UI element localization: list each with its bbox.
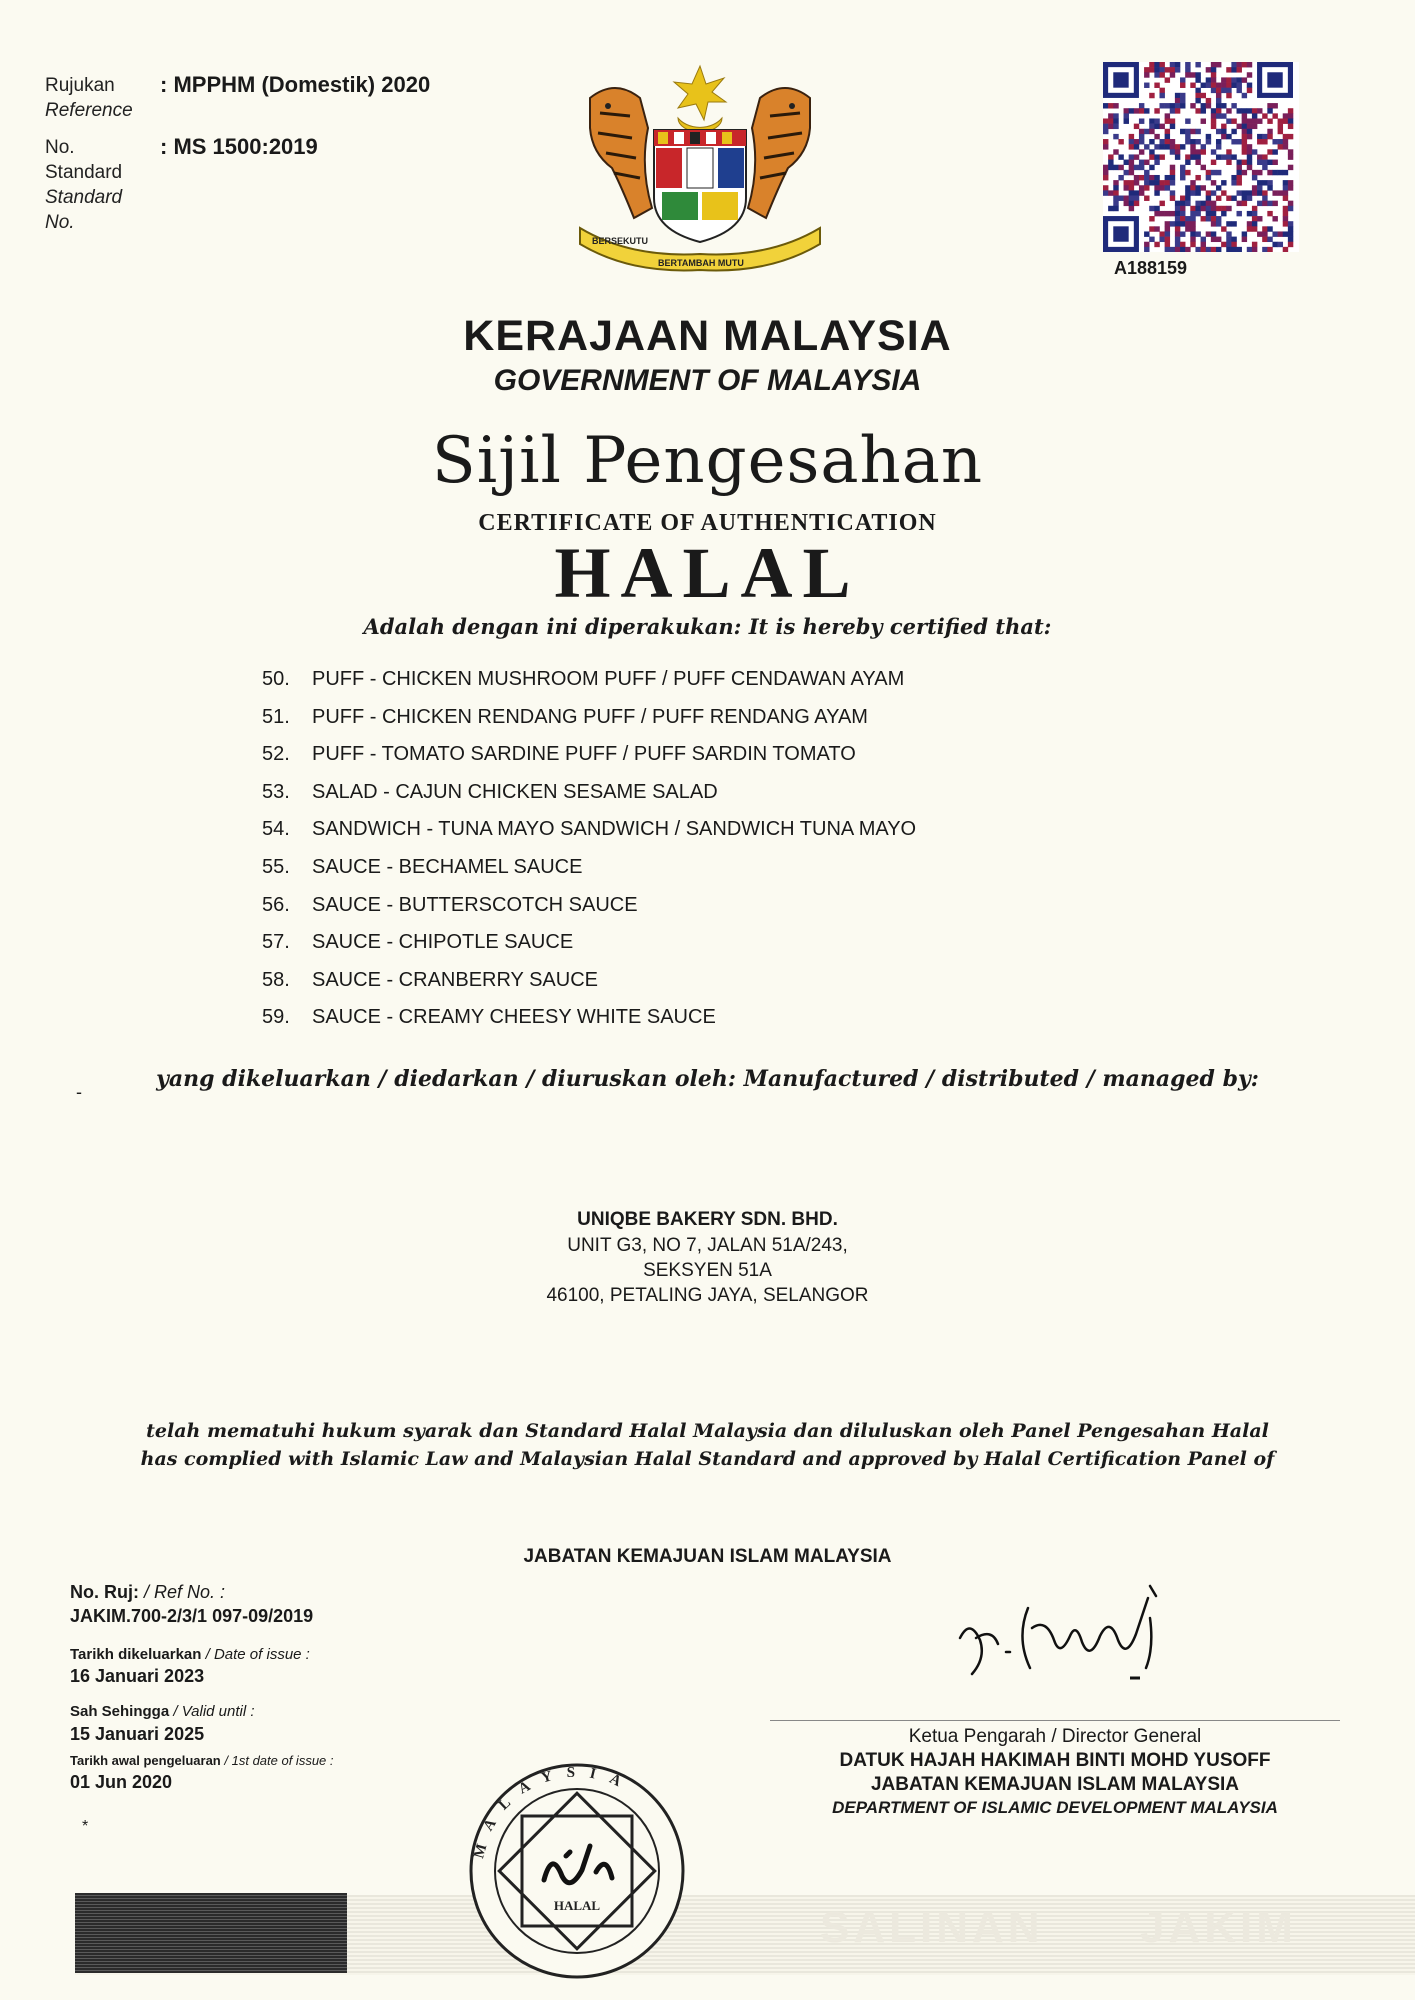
reference-label-en: Reference	[45, 100, 133, 121]
copy-watermark-text-2: JAKIM	[1140, 1903, 1297, 1952]
product-text: SAUCE - CREAMY CHEESY WHITE SAUCE	[312, 1006, 716, 1029]
product-item	[262, 931, 916, 969]
first-issue-value: 01 Jun 2020	[70, 1772, 173, 1792]
motto-bottom-text: BERTAMBAH MUTU	[658, 258, 744, 268]
product-item	[262, 743, 916, 781]
ref-no-label	[70, 1582, 225, 1603]
product-item	[262, 706, 916, 744]
product-list	[262, 668, 916, 1044]
product-number: 56.	[262, 893, 290, 916]
reference-label	[45, 73, 133, 123]
product-item	[262, 818, 916, 856]
reference-value: : MPPHM (Domestik) 2020	[160, 72, 431, 97]
first-issue-label-ms: Tarikh awal pengeluaran	[70, 1753, 221, 1768]
left-tiger-icon	[590, 88, 652, 218]
qr-code-icon	[1103, 62, 1299, 252]
product-number: 59.	[262, 1006, 290, 1029]
government-title-en: GOVERNMENT OF MALAYSIA	[493, 364, 922, 397]
certified-line: Adalah dengan ini diperakukan: It is hereby certified that:	[363, 614, 1052, 639]
standard-label	[45, 135, 122, 235]
compliance-en: has complied with Islamic Law and Malaysian Halal Standard and approved by Halal Certification Panel of	[140, 1448, 1275, 1470]
star-marker: *	[82, 1818, 89, 1835]
signatory-dept-en: DEPARTMENT OF ISLAMIC DEVELOPMENT MALAYSIA	[832, 1798, 1278, 1817]
signatory-dept-ms: JABATAN KEMAJUAN ISLAM MALAYSIA	[870, 1774, 1240, 1795]
halal-seal-icon	[466, 1760, 688, 1982]
first-issue-label	[70, 1753, 334, 1768]
product-number: 52.	[262, 743, 290, 766]
manufacturer-address-2: SEKSYEN 51A	[643, 1260, 772, 1281]
standard-label-ms-2: Standard	[45, 162, 123, 183]
product-text: SAUCE - BECHAMEL SAUCE	[312, 855, 583, 878]
valid-until-value: 15 Januari 2025	[70, 1724, 205, 1744]
right-tiger-icon	[748, 88, 810, 218]
signature-line	[770, 1720, 1340, 1721]
standard-label-en-1: Standard	[45, 187, 123, 208]
product-item	[262, 781, 916, 819]
certificate-subtitle: CERTIFICATE OF AUTHENTICATION	[478, 510, 937, 536]
shield-icon	[654, 130, 746, 242]
product-text: SANDWICH - TUNA MAYO SANDWICH / SANDWICH TUNA MAYO	[312, 818, 917, 841]
manufacturer-name: UNIQBE BAKERY SDN. BHD.	[577, 1209, 838, 1230]
product-number: 54.	[262, 818, 290, 841]
issue-date-value: 16 Januari 2023	[70, 1666, 205, 1686]
copy-watermark-text-1: SALINAN	[820, 1903, 1044, 1952]
issue-date-label	[70, 1646, 310, 1663]
star-crescent-icon	[674, 66, 726, 132]
product-item	[262, 668, 916, 706]
product-text: SAUCE - CRANBERRY SAUCE	[312, 968, 598, 991]
product-item	[262, 894, 916, 932]
seal-word: HALAL	[553, 1898, 601, 1913]
product-text: PUFF - CHICKEN RENDANG PUFF / PUFF RENDANG AYAM	[312, 705, 868, 728]
product-number: 51.	[262, 705, 290, 728]
motto-left-text: BERSEKUTU	[592, 236, 649, 246]
signatory-name: DATUK HAJAH HAKIMAH BINTI MOHD YUSOFF	[839, 1750, 1271, 1771]
issue-date-label-en: / Date of issue :	[205, 1646, 310, 1663]
ref-no-label-en: / Ref No. :	[144, 1582, 226, 1602]
first-issue-label-en: / 1st date of issue :	[224, 1753, 334, 1768]
product-text: SALAD - CAJUN CHICKEN SESAME SALAD	[312, 780, 718, 803]
product-text: SAUCE - CHIPOTLE SAUCE	[312, 931, 574, 954]
product-number: 55.	[262, 855, 290, 878]
standard-label-en-2: No.	[45, 212, 75, 233]
valid-until-label-en: / Valid until :	[173, 1703, 255, 1720]
seal-ring-text: MALAYSIA	[471, 1764, 637, 1861]
barcode-strip	[75, 1893, 347, 1973]
manufacturer-address-1: UNIT G3, NO 7, JALAN 51A/243,	[567, 1235, 848, 1256]
product-item	[262, 969, 916, 1007]
halal-title: HALAL	[554, 533, 861, 613]
product-item	[262, 1006, 916, 1044]
product-text: PUFF - CHICKEN MUSHROOM PUFF / PUFF CENDAWAN AYAM	[312, 668, 905, 690]
valid-until-label	[70, 1703, 255, 1720]
product-number: 53.	[262, 780, 290, 803]
product-text: SAUCE - BUTTERSCOTCH SAUCE	[312, 893, 638, 916]
serial-number: A188159	[1114, 258, 1188, 278]
ref-no-value: JAKIM.700-2/3/1 097-09/2019	[70, 1606, 314, 1626]
product-number: 57.	[262, 931, 290, 954]
agency-name: JABATAN KEMAJUAN ISLAM MALAYSIA	[523, 1546, 892, 1567]
signatory-title: Ketua Pengarah / Director General	[908, 1726, 1202, 1747]
manufactured-line: yang dikeluarkan / diedarkan / diuruskan oleh: Manufactured / distributed / managed by:	[156, 1066, 1259, 1092]
dash-marker: -	[76, 1082, 82, 1102]
compliance-ms: telah mematuhi hukum syarak dan Standard Halal Malaysia dan diluluskan oleh Panel Pengesahan Halal	[146, 1420, 1269, 1442]
valid-until-label-ms: Sah Sehingga	[70, 1703, 170, 1720]
manufacturer-address-3: 46100, PETALING JAYA, SELANGOR	[546, 1285, 869, 1306]
coat-of-arms-icon	[570, 58, 830, 278]
signature-icon	[950, 1578, 1190, 1688]
reference-label-ms: Rujukan	[45, 75, 115, 96]
product-number: 58.	[262, 968, 290, 991]
certificate-title: Sijil Pengesahan	[431, 424, 984, 498]
issue-date-label-ms: Tarikh dikeluarkan	[70, 1646, 202, 1663]
product-number: 50.	[262, 668, 290, 690]
government-title-ms: KERAJAAN MALAYSIA	[463, 312, 952, 360]
product-text: PUFF - TOMATO SARDINE PUFF / PUFF SARDIN TOMATO	[312, 743, 856, 766]
standard-label-ms-1: No.	[45, 137, 75, 158]
ref-no-label-ms: No. Ruj:	[70, 1582, 139, 1602]
standard-value: : MS 1500:2019	[160, 134, 318, 159]
product-item	[262, 856, 916, 894]
